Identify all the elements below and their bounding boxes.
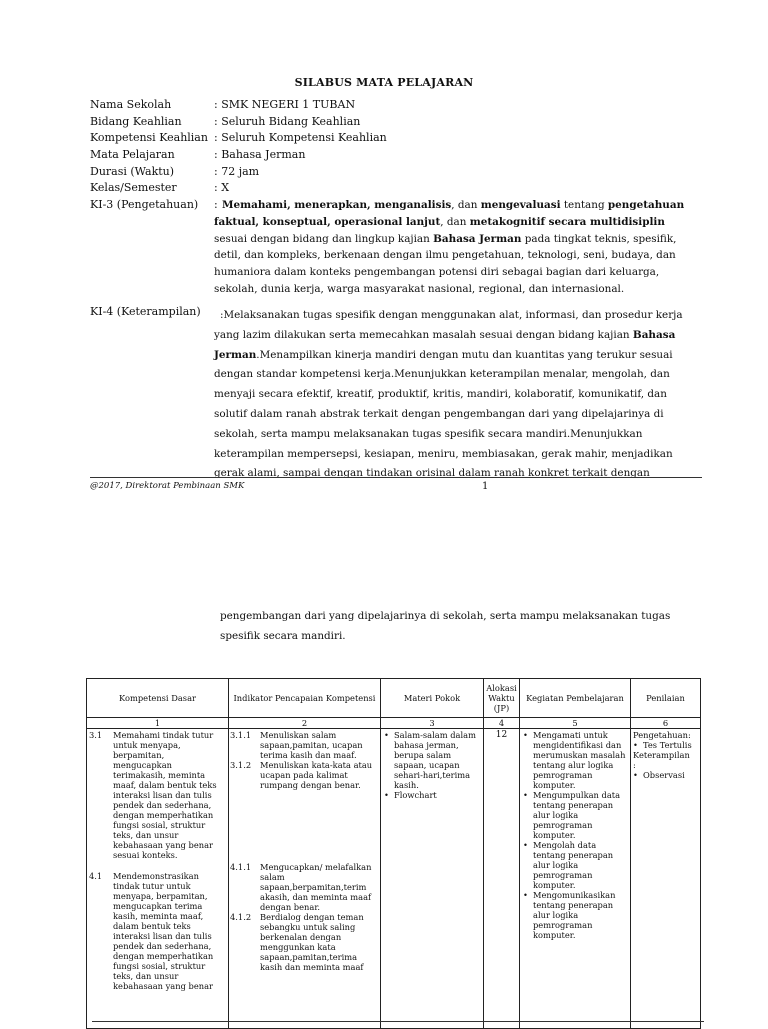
ki3-text-part: , dan [451, 199, 481, 211]
ki3-verbs: Memahami, menerapkan, menganalisis [222, 199, 452, 211]
header-kegiatan: Kegiatan Pembelajaran [520, 679, 631, 718]
materi-text: Salam-salam dalam bahasa jerman, berupa salam sapaan, ucapan sehari-hari,terima kasih. [394, 730, 476, 790]
info-value: : Seluruh Kompetensi Keahlian [214, 131, 387, 145]
table-row [87, 729, 701, 1029]
column-number: 5 [520, 718, 631, 729]
ki3-text-part: , dan [440, 215, 470, 228]
ki4-text-part: .Menampilkan kinerja mandiri dengan mutu dan kuantitas yang terukur sesuai dengan standar kompetensi kerja.Menunjukkan keterampilan menalar, mengolah, dan menyaji secara efektif, kreatif, produktif, kritis, mandiri, kolaboratif, komunikatif, dan solutif dalam ranah abstrak terkait dengan pengembangan dari yang dipelajarinya di sekolah, serta mampu melaksanakan tugas spesifik secara mandiri.Menunjukkan keterampilan mempersepsi, kesiapan, meniru, membiasakan, gerak mahir, menjadikan gerak alami, sampai dengan tindakan orisinal dalam ranah konkret terkait dengan [214, 348, 673, 480]
bullet-icon: • [384, 730, 389, 740]
info-label: Bidang Keahlian [90, 114, 182, 128]
ki3-bold-part: metakognitif secara multidisiplin [469, 215, 665, 228]
ipk-number: 3.1.2 [230, 760, 252, 770]
bullet-icon: • [523, 890, 528, 900]
continuation-text: pengembangan dari yang dipelajarinya di sekolah, serta mampu melaksanakan tugas spesifik secara mandiri. [220, 610, 671, 642]
header-penilaian: Penilaian [631, 679, 701, 718]
ipk-item [230, 912, 377, 972]
info-value: : [214, 198, 218, 212]
ipk-number: 4.1.2 [230, 912, 252, 922]
info-value: : Seluruh Bidang Keahlian [214, 114, 361, 128]
kd-number: 4.1 [89, 871, 103, 881]
materi-item [384, 790, 480, 800]
ki3-bold-part: mengevaluasi [480, 199, 561, 211]
ipk-text: Mengucapkan/ melafalkan salam sapaan,berpamitan,terim akasih, dan meminta maaf dengan benar. [260, 862, 372, 912]
penilaian-item [633, 770, 697, 780]
ipk-text: Berdialog dengan teman sebangku untuk saling berkenalan dengan menggunkan kata sapaan,pamitan,terima kasih dan meminta maaf [260, 912, 364, 972]
kd-cell [87, 729, 229, 1029]
kd-item [89, 871, 225, 991]
header-kompetensi-dasar: Kompetensi Dasar [87, 679, 229, 718]
column-number: 2 [229, 718, 381, 729]
info-value: : SMK NEGERI 1 TUBAN [214, 98, 356, 111]
penilaian-cell [631, 729, 701, 1029]
penilaian-text: Observasi [643, 770, 685, 780]
info-label: Durasi (Waktu) [90, 164, 175, 178]
footer-text: @2017, Direktorat Pembinaan SMK [90, 481, 245, 491]
info-value: : X [214, 181, 230, 195]
materi-item [384, 730, 480, 790]
info-value: : Bahasa Jerman [214, 148, 306, 162]
penilaian-text: Tes Tertulis [643, 740, 692, 750]
ipk-number: 4.1.1 [230, 862, 252, 872]
info-label: Mata Pelajaran [90, 148, 175, 162]
ipk-number: 3.1.1 [230, 730, 252, 740]
page-number: 1 [482, 481, 489, 492]
kegiatan-item [523, 790, 627, 840]
info-label: Kompetensi Keahlian [90, 131, 208, 145]
syllabus-table [86, 678, 701, 1029]
info-label: Nama Sekolah [90, 98, 172, 111]
ki3-text-part: tentang [560, 199, 608, 211]
penilaian-colon: : [633, 760, 636, 770]
kd-text: Mendemonstrasikan tindak tutur untuk menyapa, berpamitan, mengucapkan terima kasih, meminta maaf, dalam bentuk teks interaksi lisan dan tulis pendek dan sederhana, dengan memperhatikan fungsi sosial, struktur teks, dan unsur kebahasaan yang benar [113, 871, 214, 991]
header-alokasi-waktu: Alokasi Waktu (JP) [484, 679, 520, 718]
kegiatan-text: Mengamati untuk mengidentifikasi dan merumuskan masalah tentang alur logika pemrograman komputer. [533, 730, 626, 790]
column-number: 6 [631, 718, 701, 729]
kd-item [89, 730, 225, 860]
kegiatan-text: Mengomunikasikan tentang penerapan alur logika pemrograman komputer. [533, 890, 616, 940]
column-number: 4 [484, 718, 520, 729]
penilaian-item [633, 740, 697, 750]
bullet-icon: • [384, 790, 389, 800]
bullet-icon: • [633, 740, 638, 750]
bullet-icon: • [523, 790, 528, 800]
ki4-bold-part: Bahasa Jerman [214, 328, 676, 361]
table-header-row [87, 679, 701, 718]
ki3-text-part: sesuai dengan bidang dan lingkup kajian [214, 232, 434, 245]
header-materi-pokok: Materi Pokok [381, 679, 484, 718]
ipk-text: Menuliskan salam sapaan,pamitan, ucapan terima kasih dan maaf. [260, 730, 363, 760]
info-label: Kelas/Semester [90, 181, 177, 195]
ipk-item [230, 862, 377, 912]
column-number: 3 [381, 718, 484, 729]
column-number: 1 [87, 718, 229, 729]
ki4-text-part: :Melaksanakan tugas spesifik dengan menggunakan alat, informasi, dan prosedur kerja yang lazim dilakukan serta memecahkan masalah sesuai dengan bidang kajian [214, 309, 683, 341]
bullet-icon: • [633, 770, 638, 780]
kegiatan-cell [520, 729, 631, 1029]
penilaian-heading: Keterampilan [633, 750, 690, 760]
ki3-bold-part: Bahasa Jerman [433, 232, 522, 245]
ki3-text-part: pada tingkat teknis, spesifik, detil, dan kompleks, berkenaan dengan ilmu pengetahuan, teknologi, seni, budaya, dan humaniora dalam konteks pengembangan potensi diri sebagai bagian dari keluarga, sekolah, dunia kerja, warga masyarakat nasional, regional, dan internasional. [214, 232, 677, 295]
ipk-cell [229, 729, 381, 1029]
ki4-label: KI-4 (Keterampilan) [90, 305, 201, 318]
table-number-row [87, 718, 701, 729]
ipk-item [230, 730, 377, 760]
ki4-text [214, 306, 702, 484]
kegiatan-text: Mengolah data tentang penerapan alur logika pemrograman komputer. [533, 840, 614, 890]
bullet-icon: • [523, 730, 528, 740]
kegiatan-item [523, 730, 627, 790]
alokasi-cell: 12 [484, 729, 520, 1029]
kd-number: 3.1 [89, 730, 103, 740]
kd-text: Memahami tindak tutur untuk menyapa, berpamitan, mengucapkan terimakasih, meminta maaf, dalam bentuk teks interaksi lisan dan tulis pendek dan sederhana, dengan memperhatikan fungsi sosial, struktur teks, dan unsur kebahasaan yang benar sesuai konteks. [113, 730, 217, 860]
ki3-text [214, 197, 694, 298]
kegiatan-text: Mengumpulkan data tentang penerapan alur logika pemrograman komputer. [533, 790, 621, 840]
penilaian-heading: Pengetahuan: [633, 730, 691, 740]
ki3-bold-part: pengetahuan faktual, konseptual, operasional lanjut [214, 199, 685, 228]
info-value: : 72 jam [214, 164, 260, 178]
kegiatan-item [523, 890, 627, 940]
bottom-divider [92, 1021, 704, 1022]
footer-divider [90, 477, 702, 478]
ipk-item [230, 760, 377, 790]
materi-cell [381, 729, 484, 1029]
bullet-icon: • [523, 840, 528, 850]
kegiatan-item [523, 840, 627, 890]
materi-text: Flowchart [394, 790, 437, 800]
ipk-text: Menuliskan kata-kata atau ucapan pada kalimat rumpang dengan benar. [260, 760, 373, 790]
page-title: SILABUS MATA PELAJARAN [294, 76, 474, 89]
header-indikator: Indikator Pencapaian Kompetensi [229, 679, 381, 718]
info-label: KI-3 (Pengetahuan) [90, 198, 199, 212]
